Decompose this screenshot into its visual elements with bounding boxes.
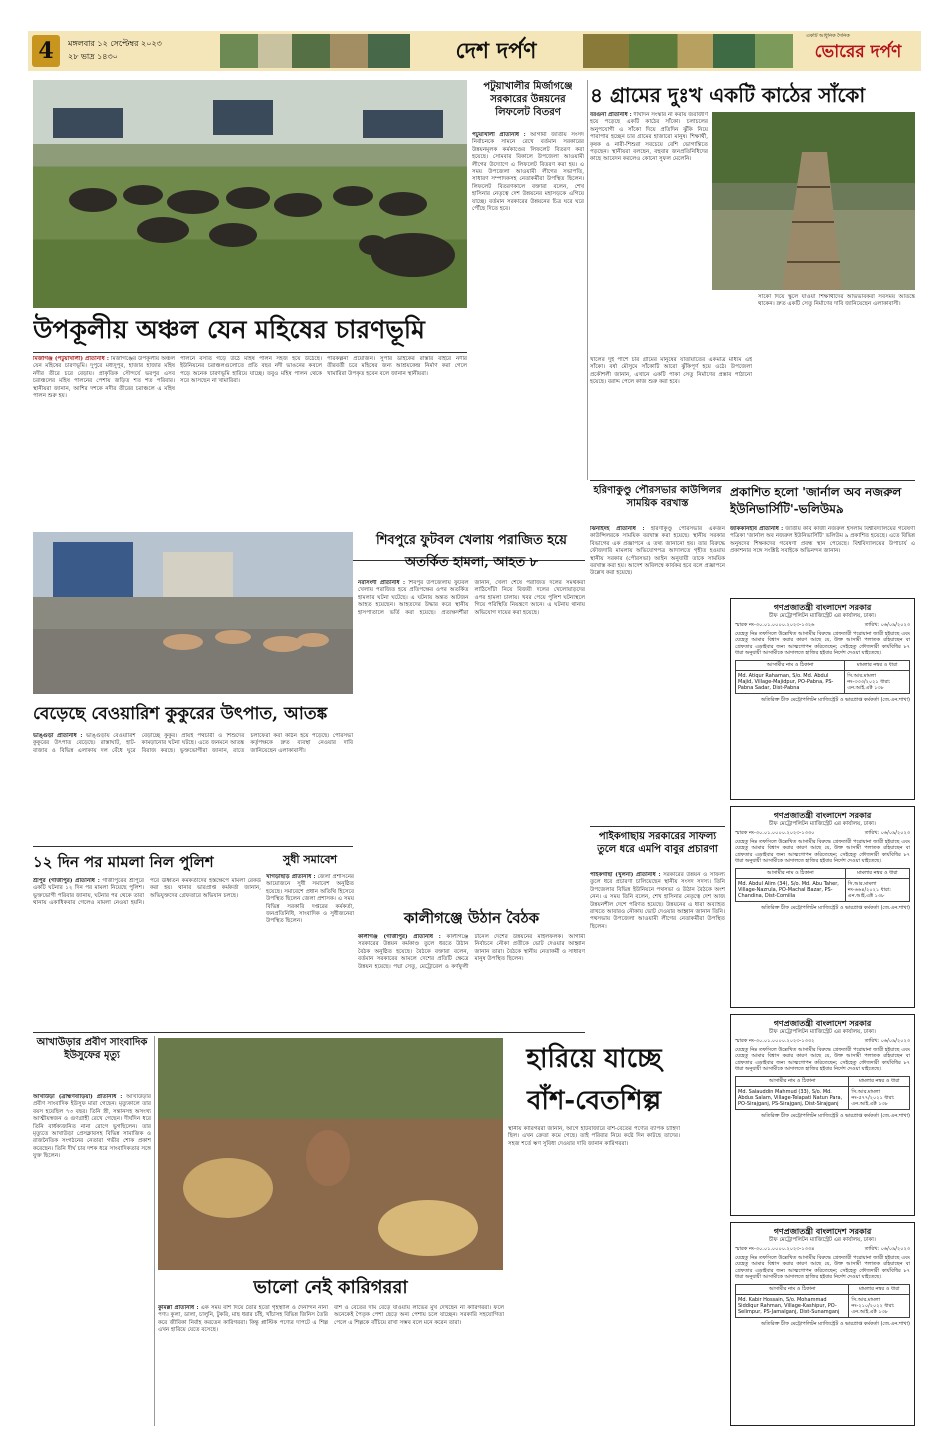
notice-ref: স্মারক নং-৩০.০১.০০০০.২০২৩-১৩৩৪	[735, 1246, 815, 1253]
date-line-2: ২৮ ভাদ্র ১৪৩০	[68, 52, 118, 61]
notice-col-head-2: মামলার নম্বর ও ধারা	[849, 1285, 910, 1294]
lift-byline: পটুয়াখালী প্রতিনিধি :	[472, 132, 526, 138]
bridge-byline: বরগুনা প্রতিনিধি :	[590, 112, 632, 118]
notice-col-head-1: আসামীর নাম ও ঠিকানা	[736, 869, 846, 878]
notice-date: তারিখ: ০৬/০৯/২০২৩	[864, 1246, 910, 1253]
paikgachha-body-text: সরকারের উন্নয়ন ও সাফল্য তুলে ধরে প্রচারণা চালিয়েছেন স্থানীয় সংসদ সদস্য। তিনি উপজেলার বিভিন্ন ইউনিয়নে পথসভা ও উঠান বৈঠকে অংশ নেন। এ সময় তিনি বলেন, শেখ হাসিনার নেতৃত্বে দেশ আজ উন্নয়নশীল দেশে পরিণত হয়েছে। উন্নয়নের এ ধারা অব্যাহত রাখতে আবারও নৌকায় ভোট দেওয়ার আহ্বান জানান তিনি। পথসভায় উপজেলা আওয়ামী লীগের নেতাকর্মীরা উপস্থিত ছিলেন।	[590, 872, 725, 930]
kaliganj-headline: কালীগঞ্জে উঠান বৈঠক	[403, 909, 540, 927]
notice-office: চীফ মেট্রোপলিটন ম্যাজিস্ট্রেট এর কার্যালয়, ঢাকা।	[769, 1029, 876, 1035]
paikgachha-byline: পাইকগাছা (খুলনা) প্রতিনিধি :	[590, 872, 661, 878]
notice-table	[735, 1076, 910, 1110]
notice-accused: Md. Atiqur Rahaman, S/o. Md. Abdul Majid, Village-Majidpur, PO-Pabna, PS-Pabna Sadar, Dist-Pabna	[736, 670, 845, 694]
notice-title: গণপ্রজাতন্ত্রী বাংলাদেশ সরকার	[773, 603, 872, 612]
bamboo-photo-caption: ভালো নেই কারিগররা	[253, 1277, 408, 1298]
legal-notice-3	[730, 1014, 915, 1216]
notice-signature: অতিরিক্ত চীফ মেট্রোপলিটন ম্যাজিস্ট্রেট ও ভারপ্রাপ্ত কর্মকর্তা (জে.এন.শাখা)	[760, 905, 910, 912]
buffalo-col-1	[33, 356, 175, 556]
notice-col-head-1: আসামীর নাম ও ঠিকানা	[736, 1285, 849, 1294]
football-byline: নরসিংদী প্রতিনিধি :	[358, 580, 406, 586]
bridge-col-3	[758, 294, 915, 477]
harina-body-text: হরিণাকুণ্ডু পৌরসভার একজন কাউন্সিলরকে সাময়িক বরখাস্ত করা হয়েছে। স্থানীয় সরকার বিভাগের এক প্রজ্ঞাপনে এ তথ্য জানানো হয়। তার বিরুদ্ধে ফৌজদারি মামলায় অভিযোগপত্র আদালতে গৃহীত হওয়ায় স্থানীয় সরকার (পৌরসভা) আইন অনুযায়ী তাকে সাময়িক বরখাস্ত করা হয়। আদেশ অবিলম্বে কার্যকর হবে বলে প্রজ্ঞাপনে উল্লেখ করা হয়েছে।	[590, 526, 725, 577]
football-body	[358, 580, 585, 900]
date-line-1: মঙ্গলবার ১২ সেপ্টেম্বর ২০২৩	[68, 39, 162, 48]
buffalo-herd-illustration	[33, 80, 467, 308]
obit-headline: আখাউড়ার প্রবীণ সাংবাদিক ইউসুফের মৃত্যু	[36, 1037, 148, 1061]
bridge-illustration	[712, 112, 915, 290]
kaliganj-body-text: কালীগঞ্জে সরকারের উন্নয়ন কর্মকাণ্ড তুলে ধরতে উঠান বৈঠক অনুষ্ঠিত হয়েছে। বৈঠকে বক্তারা বলেন, বর্তমান সরকারের আমলে দেশের প্রতিটি ক্ষেত্রে উন্নয়ন হয়েছে। পদ্মা সেতু, মেট্রোরেল ও কর্ণফুলী টানেল দেশের উন্নয়নের মাইলফলক। আগামী নির্বাচনে নৌকা প্রতীকে ভোট দেওয়ার আহ্বান জানান তারা। বৈঠকে স্থানীয় নেতাকর্মী ও সাধারণ মানুষ উপস্থিত ছিলেন।	[358, 934, 585, 970]
buffalo-col-3-text: পরিকল্পনা প্রয়োজন। সুপার ডাইকের রাস্তার বাইরে নদীর তীরবর্তী চরে মহিষের জন্য আশ্রয়কেন্দ্র নির্মাণ করা গেলে খামারিরা উপকৃত হবেন বলে জানান স্থানীয়রা।	[327, 356, 467, 377]
dogs-byline: ভাঙ্গুড়া প্রতিনিধি :	[33, 733, 83, 739]
buffalo-col-1-text: মির্জাগঞ্জের উপকূলীয় অঞ্চল যেন মহিষের চারণভূমি। দুপুরে মধ্যদুপুর, হাজার হাজার মহিষ নদীর তীরে চরে বেড়ায়। প্রাকৃতিক সৌন্দর্যে ভরপুর এসব চরাঞ্চলের মহিষ পালনের পেশায় জড়িত শত শত পরিবার। স্থানীয়রা জানান, আশির দশকে নদীর তীরের চরাঞ্চলে এ মহিষ পালন শুরু হয়।	[33, 356, 175, 400]
notice-office: চীফ মেট্রোপলিটন ম্যাজিস্ট্রেট এর কার্যালয়, ঢাকা।	[769, 613, 876, 619]
bamboo-headline-1: হারিয়ে যাচ্ছে	[526, 1044, 662, 1074]
buffalo-headline: উপকূলীয় অঞ্চল যেন মহিষের চারণভূমি	[33, 315, 425, 344]
notice-accused: Md. Kabir Hossain, S/o. Mohammad Siddiqur Rahman, Village-Kashipur, PO-Selimpur, PS-Jamalganj, Dist-Sunamganj	[736, 1294, 849, 1318]
bridge-col-3-text: সাঁকো দিয়ে স্কুলে যাওয়া শিক্ষার্থীদের অভিভাবকরা সবসময় আতঙ্কে থাকেন। দ্রুত একটি সেতু নির্মাণের দাবি জানিয়েছেন এলাকাবাসী।	[758, 294, 915, 308]
bamboo-col-2	[334, 1305, 504, 1425]
buffalo-photo	[33, 80, 467, 308]
notice-col-head-1: আসামীর নাম ও ঠিকানা	[736, 661, 845, 670]
bridge-col-1-text: দীর্ঘদিন সংস্কার না করায় জরাজীর্ণ হয়ে পড়েছে একটি কাঠের সাঁকো। চলাচলের অনুপযোগী এ সাঁকো দিয়ে প্রতিদিন ঝুঁকি নিয়ে পারাপার হচ্ছেন চার গ্রামের হাজারো মানুষ। শিক্ষার্থী, কৃষক ও নারী-শিশুরা সবচেয়ে বেশি ভোগান্তিতে পড়ছেন। স্থানীয়রা বলছেন, বহুবার জনপ্রতিনিধিদের কাছে আবেদন করলেও কোনো সুফল মেলেনি।	[590, 112, 708, 163]
logo-text: ভোরের দর্পণ	[814, 42, 902, 62]
notice-date: তারিখ: ০৬/০৯/২০২৩	[864, 622, 910, 629]
obit-byline: আখাউড়া (ব্রাহ্মণবাড়িয়া) প্রতিনিধি :	[33, 1094, 123, 1100]
case-body	[33, 878, 261, 1028]
sudhi-headline: সুধী সমাবেশ	[282, 853, 338, 866]
sudhi-byline: খাগড়াছড়ি প্রতিনিধি :	[266, 874, 316, 880]
divider	[33, 1032, 585, 1033]
bamboo-col-1	[158, 1305, 328, 1425]
buffalo-col-2-text: পালনে বসতি গড়ে উঠে মহিষ পালন সহজ হয়ে উঠেছে। ইউনিয়নের চরাঞ্চলগুলোতে প্রতি বছর নদী ভাঙনের কবলে পড়ে অনেক চারণভূমি হারিয়ে যাচ্ছে। তবুও মহিষ পালন থেকে সরে আসছেন না খামারিরা।	[180, 356, 322, 385]
notice-date: তারিখ: ০৬/০৯/২০২৩	[864, 1038, 910, 1045]
notice-body: যেহেতু নিম্ন তফসিলে উল্লেখিত আসামীর বিরুদ্ধে গ্রেফতারী পরোয়ানা জারী হইয়াছে এবং যেহেতু আমার বিশ্বাস করার কারণ আছে যে, উক্ত আসামী পলাতক রহিয়াছেন বা গ্রেফতার এড়াইবার জন্য আত্মগোপন করিতেছেন; সেইহেতু ফৌজদারী কার্যবিধির ৮৭ ধারা অনুযায়ী আসামীকে আদালতে হাজির হইবার নির্দেশ দেওয়া যাইতেছে।	[735, 1254, 910, 1281]
dogs-photo	[33, 532, 353, 694]
notice-case: সি.আর.মামলা নং-৫৭৭/২০২১ ধারা: এন.আই.এক্ট ১৩৮	[849, 1086, 910, 1110]
sudhi-body	[266, 874, 354, 1024]
notice-col-head-2: মামলার নম্বর ও ধারা	[849, 1077, 910, 1086]
notice-date: তারিখ: ০৬/০৯/২০২৩	[864, 830, 910, 837]
notice-col-head-1: আসামীর নাম ও ঠিকানা	[736, 1077, 849, 1086]
bamboo-col-3	[508, 1126, 680, 1276]
dogs-headline: বেড়েছে বেওয়ারিশ কুকুরের উৎপাত, আতঙ্ক	[33, 704, 328, 724]
notice-col-head-2: মামলার নম্বর ও ধারা	[845, 661, 910, 670]
football-body-text: শিবপুর উপজেলায় ফুটবল খেলায় পরাজিত হয়ে প্রতিপক্ষের ওপর অতর্কিত হামলার ঘটনা ঘটেছে। এ ঘটনায় অন্তত আটজন আহত হয়েছেন। আহতদের উদ্ধার করে স্থানীয় হাসপাতালে ভর্তি করা হয়েছে। প্রত্যক্ষদর্শীরা জানান, খেলা শেষে পরাজিত দলের সমর্থকরা লাঠিসোঁটা নিয়ে বিজয়ী দলের খেলোয়াড়দের ওপর হামলা চালায়। খবর পেয়ে পুলিশ ঘটনাস্থলে গিয়ে পরিস্থিতি নিয়ন্ত্রণে আনে। এ ঘটনায় থানায় অভিযোগ দায়ের করা হয়েছে।	[358, 580, 585, 616]
notice-col-head-2: মামলার নম্বর ও ধারা	[845, 869, 909, 878]
section-title: দেশ দর্পণ	[455, 38, 537, 64]
notice-title: গণপ্রজাতন্ত্রী বাংলাদেশ সরকার	[773, 1019, 872, 1028]
notice-table	[735, 868, 910, 902]
notice-signature: অতিরিক্ত চীফ মেট্রোপলিটন ম্যাজিস্ট্রেট ও ভারপ্রাপ্ত কর্মকর্তা (জে.এন.শাখা)	[760, 697, 910, 704]
notice-office: চীফ মেট্রোপলিটন ম্যাজিস্ট্রেট এর কার্যালয়, ঢাকা।	[769, 821, 876, 827]
lift-headline: পটুয়াখালীর মির্জাগঞ্জে সরকারের উন্নয়নের লিফলেট বিতরণ	[483, 81, 573, 118]
notice-accused: Md. Abdul Alim (34), S/o. Md. Abu Taher, Village-Nazrula, PO-Machal Bazar, PS-Chandina, Dist-Comilla	[736, 878, 846, 902]
paikgachha-headline: পাইকগাছায় সরকারের সাফল্য তুলে ধরে এমপি বাবুর প্রচারণা	[597, 831, 718, 855]
masthead	[28, 31, 921, 71]
bamboo-photo	[158, 1038, 503, 1270]
notice-title: গণপ্রজাতন্ত্রী বাংলাদেশ সরকার	[773, 1227, 872, 1236]
notice-body: যেহেতু নিম্ন তফসিলে উল্লেখিত আসামীর বিরুদ্ধে গ্রেফতারী পরোয়ানা জারী হইয়াছে এবং যেহেতু আমার বিশ্বাস করার কারণ আছে যে, উক্ত আসামী পলাতক রহিয়াছেন বা গ্রেফতার এড়াইবার জন্য আত্মগোপন করিতেছেন; সেইহেতু ফৌজদারী কার্যবিধির ৮৭ ধারা অনুযায়ী আসামীকে আদালতে হাজির হইবার নির্দেশ দেওয়া যাইতেছে।	[735, 1046, 910, 1073]
obit-body-text: আখাউড়ার প্রবীণ সাংবাদিক ইউসুফ মারা গেছেন। মৃত্যুকালে তার বয়স হয়েছিল ৭৩ বছর। তিনি স্ত্রী, সন্তানসহ অসংখ্য আত্মীয়স্বজন ও গুণগ্রাহী রেখে গেছেন। দীর্ঘদিন ধরে তিনি বার্ধক্যজনিত নানা রোগে ভুগছিলেন। তার মৃত্যুতে আখাউড়া প্রেসক্লাবসহ বিভিন্ন সামাজিক ও রাজনৈতিক সংগঠনের নেতারা গভীর শোক প্রকাশ করেছেন। তিনি দীর্ঘ চার দশক ধরে সাংবাদিকতার সঙ্গে যুক্ত ছিলেন।	[33, 1094, 151, 1160]
divider	[33, 846, 353, 847]
bamboo-byline: কুমিল্লা প্রতিনিধি :	[158, 1305, 199, 1311]
masthead-photo-strip-right	[583, 34, 793, 68]
divider	[154, 1036, 155, 1426]
football-headline: শিবপুরে ফুটবল খেলায় পরাজিত হয়ে অতর্কিত হামলা, আহত ৮	[376, 533, 567, 570]
notice-case: সি.আর.মামলা নং-৬৬৪/২০২১ ধারা: এন.আই.এক্ট ১৩৮	[845, 878, 909, 902]
notice-title: গণপ্রজাতন্ত্রী বাংলাদেশ সরকার	[773, 811, 872, 820]
dogs-body-text: ভাঙ্গুড়ায় বেওয়ারিশ কুকুরের উৎপাত বেড়েছে। রাস্তাঘাট, হাট-বাজার ও বিভিন্ন এলাকায় দল বেঁধে ঘুরে বেড়াচ্ছে কুকুর। প্রায়ই পথচারী ও শিশুদের কামড়ানোর ঘটনা ঘটছে। এতে জনমনে আতঙ্ক বিরাজ করছে। ভুক্তভোগীরা জানান, রাতে চলাফেরা করা কঠিন হয়ে পড়েছে। পৌরসভা কর্তৃপক্ষকে দ্রুত ব্যবস্থা নেওয়ার দাবি জানিয়েছেন এলাকাবাসী।	[33, 733, 353, 754]
notice-case: সি.আর.মামলা নং-২১০/২০২২ ধারা: এন.আই.এক্ট ১৩৮	[849, 1294, 910, 1318]
journal-byline: জাককানইবি প্রতিনিধি :	[730, 526, 784, 532]
journal-body	[730, 526, 915, 594]
notice-signature: অতিরিক্ত চীফ মেট্রোপলিটন ম্যাজিস্ট্রেট ও ভারপ্রাপ্ত কর্মকর্তা (জে.এন.শাখা)	[760, 1113, 910, 1120]
logo	[798, 33, 918, 69]
notice-office: চীফ মেট্রোপলিটন ম্যাজিস্ট্রেট এর কার্যালয়, ঢাকা।	[769, 1237, 876, 1243]
harina-body	[590, 526, 725, 826]
divider	[33, 352, 467, 353]
notice-ref: স্মারক নং-৩০.০১.০০০০.২০২৩-১৩২৬	[735, 622, 815, 629]
bridge-col-2-text: খালের দুই পাশে চার গ্রামের মানুষের যাতায়াতের একমাত্র মাধ্যম এই সাঁকো। বর্ষা মৌসুমে সাঁকোটি আরো ঝুঁকিপূর্ণ হয়ে ওঠে। উপজেলা প্রকৌশলী জানান, এখানে একটি পাকা সেতু নির্মাণের প্রস্তাব পাঠানো হয়েছে। বরাদ্দ পেলে কাজ শুরু করা হবে।	[590, 357, 752, 386]
notice-signature: অতিরিক্ত চীফ মেট্রোপলিটন ম্যাজিস্ট্রেট ও ভারপ্রাপ্ত কর্মকর্তা (জে.এন.শাখা)	[760, 1321, 910, 1328]
paikgachha-body	[590, 872, 725, 1060]
legal-notice-1	[730, 598, 915, 800]
notice-accused: Md. Salauddin Mahmud (33), S/o. Md. Abdus Salam, Village-Telapati Natun Para, PO-Sirajganj, PS-Sirajganj, Dist-Sirajganj	[736, 1086, 849, 1110]
legal-notice-2	[730, 806, 915, 1008]
bamboo-illustration	[158, 1038, 503, 1270]
obit-body	[33, 1094, 151, 1424]
notice-case: সি.আর.মামলা নং-৩৩৩/২০২১ ধারা: এন.আই.এক্ট ১৩৮	[845, 670, 910, 694]
lift-body	[472, 132, 584, 476]
buffalo-col-2	[180, 356, 322, 556]
notice-body: যেহেতু নিম্ন তফসিলে উল্লেখিত আসামীর বিরুদ্ধে গ্রেফতারী পরোয়ানা জারী হইয়াছে এবং যেহেতু আমার বিশ্বাস করার কারণ আছে যে, উক্ত আসামী পলাতক রহিয়াছেন বা গ্রেফতার এড়াইবার জন্য আত্মগোপন করিতেছেন; সেইহেতু ফৌজদারী কার্যবিধির ৮৭ ধারা অনুযায়ী আসামীকে আদালতে হাজির হইবার নির্দেশ দেওয়া যাইতেছে।	[735, 838, 910, 865]
case-headline: ১২ দিন পর মামলা নিল পুলিশ	[33, 853, 214, 871]
notice-table	[735, 660, 910, 694]
bridge-photo	[712, 112, 915, 290]
buffalo-byline: মির্জাগঞ্জ (পটুয়াখালী) প্রতিনিধি :	[33, 356, 109, 362]
dogs-illustration	[33, 532, 353, 694]
date-block	[68, 37, 218, 67]
bridge-col-2	[590, 357, 752, 477]
journal-body-text: জাতীয় কবি কাজী নজরুল ইসলাম বিশ্ববিদ্যালয়ের গবেষণা পত্রিকা 'জার্নাল অব নজরুল ইউনিভার্সিটি' ভলিউম ৯ প্রকাশিত হয়েছে। এতে বিভিন্ন অনুষদের শিক্ষকদের গবেষণা প্রবন্ধ স্থান পেয়েছে। বিশ্ববিদ্যালয়ের উপাচার্য এ প্রকাশনার সঙ্গে সংশ্লিষ্ট সবাইকে অভিনন্দন জানান।	[730, 526, 915, 555]
page-number	[32, 35, 60, 67]
logo-tagline: একটি আধুনিক দৈনিক	[806, 33, 850, 39]
notice-ref: স্মারক নং-৩০.০১.০০০০.২০২৩-১৩৩২	[735, 1038, 815, 1045]
kaliganj-byline: কালীগঞ্জ (গাজীপুর) প্রতিনিধি :	[358, 934, 441, 940]
dogs-body	[33, 733, 353, 843]
notice-body: যেহেতু নিম্ন তফসিলে উল্লেখিত আসামীর বিরুদ্ধে গ্রেফতারী পরোয়ানা জারী হইয়াছে এবং যেহেতু আমার বিশ্বাস করার কারণ আছে যে, উক্ত আসামী পলাতক রহিয়াছেন বা গ্রেফতার এড়াইবার জন্য আত্মগোপন করিতেছেন; সেইহেতু ফৌজদারী কার্যবিধির ৮৭ ধারা অনুযায়ী আসামীকে আদালতে হাজির হইবার নির্দেশ দেওয়া যাইতেছে।	[735, 630, 910, 657]
notices-column	[730, 598, 915, 1428]
bamboo-col-2-text: বাঁশ ও বেতের দাম বেড়ে যাওয়ায় লাভের মুখ দেখছেন না কারিগররা। ফলে অনেকেই পৈতৃক পেশা ছেড়ে অন্য পেশায় চলে যাচ্ছেন। সরকারি সহযোগিতা পেলে এ শিল্পকে বাঁচিয়ে রাখা সম্ভব বলে মনে করেন তারা।	[334, 1305, 504, 1326]
kaliganj-body	[358, 934, 585, 1030]
bamboo-col-3-text: স্থানীয় কারিগররা জানান, আগে হাটবাজারে বাঁশ-বেতের পণ্যের ব্যাপক চাহিদা ছিল। এখন ক্রেতা কমে গেছে। তাই পরিবার নিয়ে কষ্টে দিন কাটছে তাদের। সহজ শর্তে ঋণ সুবিধা দেওয়ার দাবি জানান কারিগররা।	[508, 1126, 680, 1147]
divider	[590, 826, 725, 827]
masthead-photo-strip-left	[220, 34, 410, 68]
notice-table	[735, 1284, 910, 1318]
bamboo-headline-2: বাঁশ-বেতশিল্প	[526, 1086, 662, 1116]
sudhi-body-text: জেলা প্রশাসনের আয়োজনে সুধী সমাবেশ অনুষ্ঠিত হয়েছে। সমাবেশে প্রধান অতিথি হিসেবে উপস্থিত ছিলেন জেলা প্রশাসক। এ সময় বিভিন্ন সরকারি দপ্তরের কর্মকর্তা, জনপ্রতিনিধি, সাংবাদিক ও সুধীজনেরা উপস্থিত ছিলেন।	[266, 874, 354, 925]
buffalo-col-3	[327, 356, 467, 556]
bamboo-col-1-text: এক সময় বাঁশ দিয়ে তৈরি হতো গৃহস্থালি ও দৈনন্দিন নানা পণ্য। কুলা, ডালা, চালুনি, টুকরি, মাছ ধরার চাঁই, খাঁচাসহ বিভিন্ন জিনিস তৈরি করে জীবিকা নির্বাহ করতেন কারিগররা। কিন্তু প্লাস্টিক পণ্যের দাপটে এ শিল্প এখন হারিয়ে যেতে বসেছে।	[158, 1305, 328, 1334]
divider	[587, 80, 588, 480]
page-number-text: 4	[38, 38, 54, 64]
lift-body-text: আগামী জাতীয় সংসদ নির্বাচনকে সামনে রেখে বর্তমান সরকারের উন্নয়নমূলক কর্মকাণ্ডের লিফলেট বিতরণ করা হয়েছে। সোমবার বিকালে উপজেলা আওয়ামী লীগের উদ্যোগে এ লিফলেট বিতরণ করা হয়। এ সময় উপজেলা আওয়ামী লীগের সভাপতি, সাধারণ সম্পাদকসহ নেতাকর্মীরা উপস্থিত ছিলেন। লিফলেট বিতরণকালে বক্তারা বলেন, শেখ হাসিনার নেতৃত্বে দেশ উন্নয়নের মহাসড়কে এগিয়ে যাচ্ছে। বর্তমান সরকারের উন্নয়নের চিত্র ঘরে ঘরে পৌঁছে দিতে হবে।	[472, 132, 584, 213]
harina-headline: হরিণাকুণ্ডু পৌরসভার কাউন্সিলর সাময়িক বরখাস্ত	[593, 485, 722, 509]
case-byline: শ্রীপুর (গাজীপুর) প্রতিনিধি :	[33, 878, 100, 884]
notice-ref: স্মারক নং-৩০.০১.০০০০.২০২৩-১৩৩০	[735, 830, 815, 837]
legal-notice-4	[730, 1222, 915, 1426]
harina-byline: ঝিনাইদহ প্রতিনিধি :	[590, 526, 645, 532]
journal-headline: প্রকাশিত হলো 'জার্নাল অব নজরুল ইউনিভার্সিটি'-ভলিউম৯	[730, 485, 902, 516]
bridge-headline: ৪ গ্রামের দুঃখ একটি কাঠের সাঁকো	[590, 83, 866, 107]
bridge-col-1	[590, 112, 708, 357]
case-body-text: গাজীপুরের শ্রীপুরে একটি ঘটনার ১২ দিন পর মামলা নিয়েছে পুলিশ। ভুক্তভোগী পরিবার জানায়, ঘটনার পর থেকে তারা থানায় একাধিকবার গেলেও মামলা নেওয়া হয়নি। পরে ঊর্ধ্বতন কর্মকর্তাদের হস্তক্ষেপে মামলা রেকর্ড করা হয়। থানার ভারপ্রাপ্ত কর্মকর্তা জানান, অভিযুক্তদের গ্রেফতারে অভিযান চলছে।	[33, 878, 261, 907]
divider	[590, 480, 915, 481]
